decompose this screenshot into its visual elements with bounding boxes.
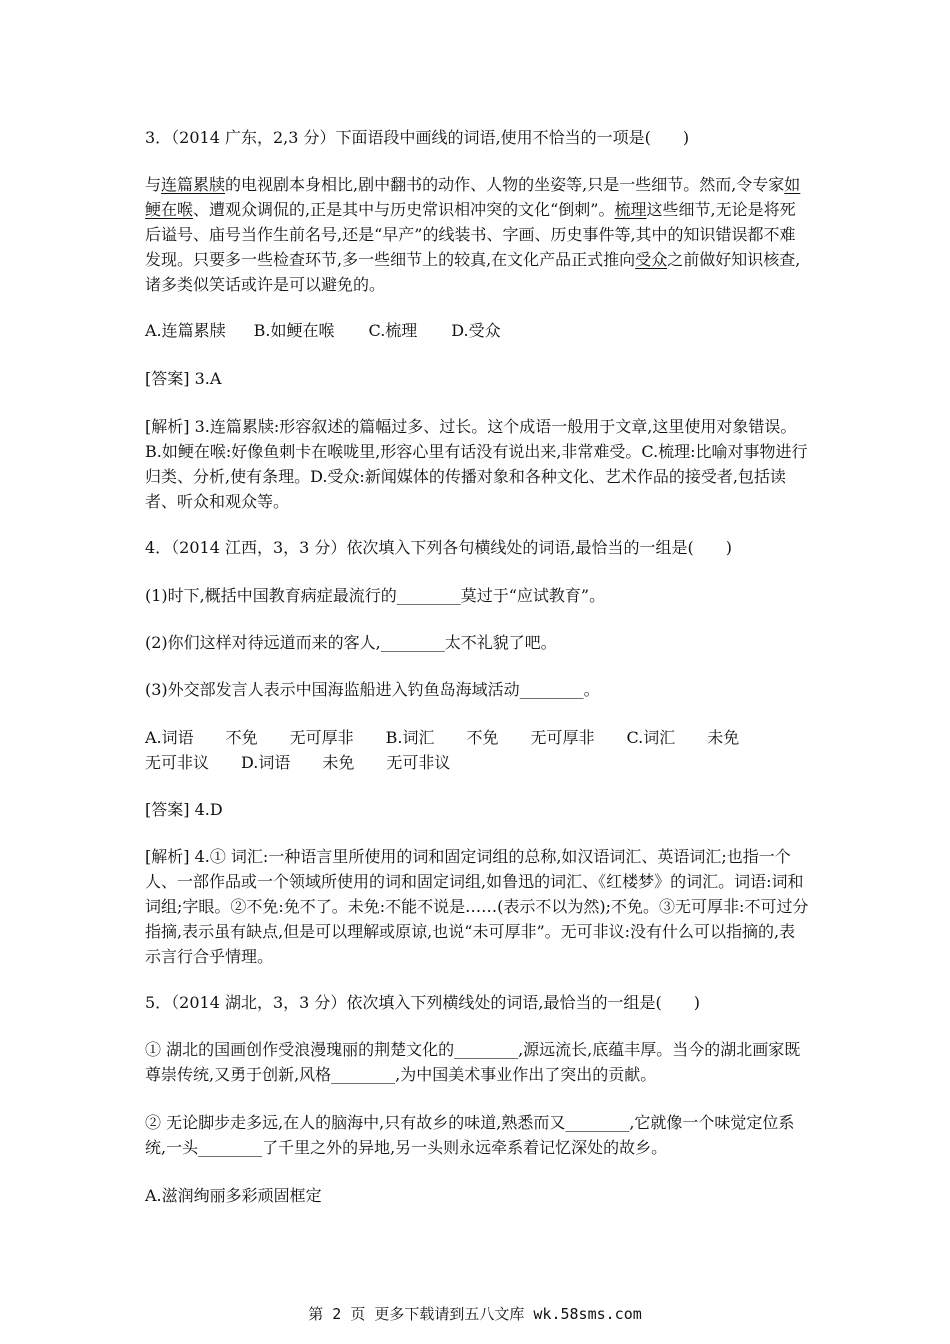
q3-underlined-term: 受众 [635,250,668,269]
q3-options [145,318,810,343]
q4-options-line-1: A.词语 不免 无可厚非 B.词汇 不免 无可厚非 C.词汇 未免 [145,728,740,747]
q3-passage-text: 、遭观众调侃的,正是其中与历史常识相冲突的文化“倒刺”。 [193,200,615,219]
q4-stem: 4．（2014 江西，3，3 分）依次填入下列各句横线处的词语,最恰当的一组是( ) [145,538,733,557]
page-footer: 第 2 页 更多下载请到五八文库 wk.58sms.com [308,1305,642,1323]
q3-passage-text: 这些细节,无论是将死后谥号、庙号当作生前名号,还是“早产”的线装书、字画、历史事件等,其中的知识错误都不难发现。只要多一些检查环节,多一些细节上的较真,在文化产品正式推向 [145,200,796,269]
q3-underlined-term: 连篇累牍 [161,175,226,194]
q5-stem: 5．（2014 湖北，3，3 分）依次填入下列横线处的词语,最恰当的一组是( ) [145,993,701,1012]
q5-sentence-2: ② 无论脚步走多远,在人的脑海中,只有故乡的味道,熟悉而又________,它就像一个味觉定位系统,一头________了千里之外的异地,另一头则永远牵系着记忆深处的故乡。 [145,1113,795,1157]
q4-options-line-2: 无可非议 D.词语 未免 无可非议 [145,753,451,772]
q3-stem: 3．（2014 广东，2,3 分）下面语段中画线的词语,使用不恰当的一项是( ) [145,128,690,147]
q3-option-c: C.梳理 [368,321,418,340]
q3-passage-text: 的电视剧本身相比,剧中翻书的动作、人物的坐姿等,只是一些细节。然而,令专家 [225,175,785,194]
q3-passage [145,172,810,297]
q3-passage-text: 之前做好知识核查,诸多类似笑话或许是可以避免的。 [145,250,801,294]
q4-answer: [答案] 4.D [145,800,223,819]
q5-option-a: A.滋润绚丽多彩顽固框定 [145,1186,322,1205]
q3-option-b: B.如鲠在喉 [253,321,335,340]
q3-analysis: [解析] 3.连篇累牍:形容叙述的篇幅过多、过长。这个成语一般用于文章,这里使用对象错误。B.如鲠在喉:好像鱼刺卡在喉咙里,形容心里有话没有说出来,非常难受。C.梳理:比喻对事物进行归类、分析,使有条理。D.受众:新闻媒体的传播对象和各种文化、艺术作品的接受者,包括读者、听众和观众等。 [145,417,808,511]
q3-option-d: D.受众 [451,321,501,340]
q3-passage-text: 与 [145,175,162,194]
q4-sentence-2: (2)你们这样对待远道而来的客人,________太不礼貌了吧。 [145,633,557,652]
q3-option-a: A.连篇累牍 [145,321,226,340]
q3-underlined-term: 梳理 [614,200,647,219]
q3-answer: [答案] 3.A [145,369,222,388]
q3-underlined-term: 如鲠在喉 [145,175,801,219]
q5-sentence-1: ① 湖北的国画创作受浪漫瑰丽的荆楚文化的________,源远流长,底蕴丰厚。当今的湖北画家既尊崇传统,又勇于创新,风格________,为中国美术事业作出了突出的贡献。 [145,1040,801,1084]
q4-sentence-1: (1)时下,概括中国教育病症最流行的________莫过于“应试教育”。 [145,586,606,605]
q4-sentence-3: (3)外交部发言人表示中国海监船进入钓鱼岛海域活动________。 [145,680,600,699]
q4-analysis: [解析] 4.① 词汇:一种语言里所使用的词和固定词组的总称,如汉语词汇、英语词汇;也指一个人、一部作品或一个领域所使用的词和固定词组,如鲁迅的词汇、《红楼梦》的词汇。词语:词和词组;字眼。②不免:免不了。未免:不能不说是……(表示不以为然);不免。③无可厚非:不可过分指摘,表示虽有缺点,但是可以理解或原谅,也说“未可厚非”。无可非议:没有什么可以指摘的,表示言行合乎情理。 [145,847,809,966]
